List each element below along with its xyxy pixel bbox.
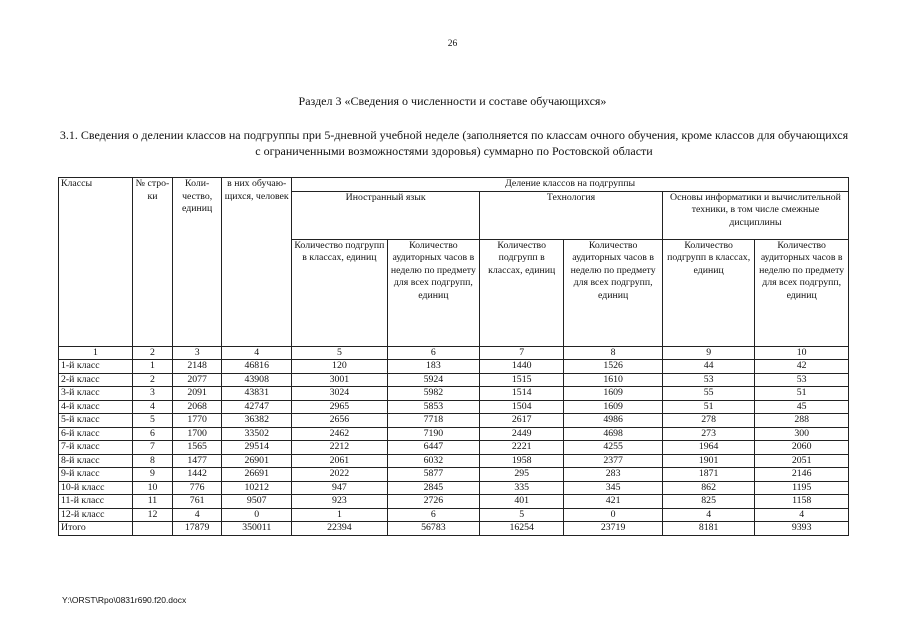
table-cell: 1515 [480,373,564,387]
header-technology-hours: Количество аудиторных часов в неделю по предмету для всех подгрупп, единиц [564,239,663,346]
table-row [59,508,849,522]
table-cell: 1610 [564,373,663,387]
table-cell: 825 [662,495,754,509]
table-cell: 6447 [387,441,479,455]
table-body [59,360,849,536]
table-cell: 776 [173,481,222,495]
column-number: 1 [59,346,133,360]
row-label: Итого [59,522,133,536]
header-technology-subgroups: Количество подгрупп в классах, единиц [480,239,564,346]
table-cell [132,522,172,536]
header-informatics-hours: Количество аудиторных часов в неделю по предмету для всех подгрупп, единиц [755,239,849,346]
table-row [59,387,849,401]
table-cell: 1770 [173,414,222,428]
row-label: 11-й класс [59,495,133,509]
table-cell: 3024 [292,387,388,401]
table-cell: 761 [173,495,222,509]
table-cell: 51 [755,387,849,401]
column-number: 2 [132,346,172,360]
row-label: 8-й класс [59,454,133,468]
table-cell: 33502 [222,427,292,441]
table-cell: 45 [755,400,849,414]
table-cell: 6032 [387,454,479,468]
header-row-no: № стро-ки [132,178,172,347]
table-cell: 2462 [292,427,388,441]
table-cell: 4 [755,508,849,522]
header-technology: Технология [480,191,663,239]
header-count: Коли-чество, единиц [173,178,222,347]
table-cell: 295 [480,468,564,482]
subgroups-table [58,177,849,536]
row-label: 12-й класс [59,508,133,522]
table-cell: 43908 [222,373,292,387]
table-cell: 44 [662,360,754,374]
column-number: 7 [480,346,564,360]
table-row [59,373,849,387]
table-cell: 22394 [292,522,388,536]
table-cell: 2022 [292,468,388,482]
table-cell: 300 [755,427,849,441]
table-cell: 2656 [292,414,388,428]
table-cell: 2449 [480,427,564,441]
table-cell: 1700 [173,427,222,441]
row-label: 1-й класс [59,360,133,374]
table-cell: 4255 [564,441,663,455]
table-cell: 53 [662,373,754,387]
table-cell: 2965 [292,400,388,414]
table-cell: 23719 [564,522,663,536]
header-informatics: Основы информатики и вычислительной техники, в том числе смежные дисциплины [662,191,848,239]
column-number: 8 [564,346,663,360]
table-cell: 1901 [662,454,754,468]
table-cell: 7 [132,441,172,455]
table-cell: 1526 [564,360,663,374]
table-cell: 11 [132,495,172,509]
table-cell: 4986 [564,414,663,428]
table-cell: 16254 [480,522,564,536]
column-number: 9 [662,346,754,360]
table-cell: 1440 [480,360,564,374]
table-cell: 273 [662,427,754,441]
table-cell: 1964 [662,441,754,455]
table-cell: 1 [292,508,388,522]
table-cell: 5982 [387,387,479,401]
header-foreign-subgroups: Количество подгрупп в классах, единиц [292,239,388,346]
table-cell: 4698 [564,427,663,441]
column-number: 10 [755,346,849,360]
header-classes: Классы [59,178,133,347]
table-row [59,481,849,495]
row-label: 10-й класс [59,481,133,495]
row-label: 3-й класс [59,387,133,401]
table-cell: 55 [662,387,754,401]
header-division: Деление классов на подгруппы [292,178,849,192]
table-cell: 42747 [222,400,292,414]
table-cell: 5877 [387,468,479,482]
column-number: 4 [222,346,292,360]
subsection-title: 3.1. Сведения о делении классов на подгруппы при 5-дневной учебной неделе (заполняется по классам очного обучения, кроме классов для обучающихся с ограниченными возможностями здоровья) суммарно по Ростовской области [59,128,849,158]
table-cell: 10 [132,481,172,495]
table-cell: 345 [564,481,663,495]
table-cell: 2212 [292,441,388,455]
row-label: 4-й класс [59,400,133,414]
table-cell: 350011 [222,522,292,536]
table-cell: 51 [662,400,754,414]
table-cell: 43831 [222,387,292,401]
header-foreign-language: Иностранный язык [292,191,480,239]
column-number: 6 [387,346,479,360]
table-cell: 283 [564,468,663,482]
table-cell: 1477 [173,454,222,468]
table-cell: 947 [292,481,388,495]
row-label: 2-й класс [59,373,133,387]
table-cell: 36382 [222,414,292,428]
table-cell: 5 [132,414,172,428]
table-cell: 2061 [292,454,388,468]
footer-file-path: Y:\ORST\Rpo\0831r690.f20.docx [62,595,187,605]
table-cell: 1609 [564,400,663,414]
table-cell: 1195 [755,481,849,495]
table-cell: 862 [662,481,754,495]
table-row [59,495,849,509]
table-cell: 2060 [755,441,849,455]
table-cell: 2377 [564,454,663,468]
table-cell: 1514 [480,387,564,401]
table-cell: 17879 [173,522,222,536]
table-cell: 9 [132,468,172,482]
table-cell: 1504 [480,400,564,414]
table-cell: 5924 [387,373,479,387]
table-cell: 1871 [662,468,754,482]
table-cell: 421 [564,495,663,509]
table-cell: 9507 [222,495,292,509]
table-cell: 3001 [292,373,388,387]
table-cell: 2068 [173,400,222,414]
table-cell: 2726 [387,495,479,509]
table-cell: 56783 [387,522,479,536]
table-cell: 1158 [755,495,849,509]
table-cell: 46816 [222,360,292,374]
table-cell: 8181 [662,522,754,536]
table-cell: 42 [755,360,849,374]
table-cell: 4 [173,508,222,522]
table-cell: 9393 [755,522,849,536]
table-cell: 278 [662,414,754,428]
table-cell: 2051 [755,454,849,468]
table-cell: 1565 [173,441,222,455]
table-row [59,414,849,428]
row-label: 9-й класс [59,468,133,482]
table-cell: 3 [132,387,172,401]
table-cell: 10212 [222,481,292,495]
table-cell: 8 [132,454,172,468]
table-cell: 0 [564,508,663,522]
table-cell: 4 [662,508,754,522]
table-cell: 29514 [222,441,292,455]
table-cell: 26901 [222,454,292,468]
row-label: 7-й класс [59,441,133,455]
table-cell: 2617 [480,414,564,428]
table-cell: 4 [132,400,172,414]
table-cell: 0 [222,508,292,522]
row-label: 5-й класс [59,414,133,428]
table-cell: 2146 [755,468,849,482]
table-row [59,360,849,374]
table-cell: 183 [387,360,479,374]
section-title: Раздел 3 «Сведения о численности и составе обучающихся» [298,94,607,108]
table-cell: 7190 [387,427,479,441]
table-row [59,454,849,468]
table-cell: 5853 [387,400,479,414]
table-row [59,400,849,414]
column-number: 5 [292,346,388,360]
table-cell: 2091 [173,387,222,401]
table-row [59,468,849,482]
table-cell: 12 [132,508,172,522]
table-row [59,441,849,455]
header-foreign-hours: Количество аудиторных часов в неделю по предмету для всех подгрупп, единиц [387,239,479,346]
table-cell: 1442 [173,468,222,482]
table-cell: 7718 [387,414,479,428]
table-cell: 2148 [173,360,222,374]
table-cell: 2077 [173,373,222,387]
table-cell: 923 [292,495,388,509]
row-label: 6-й класс [59,427,133,441]
table-cell: 2221 [480,441,564,455]
table-cell: 401 [480,495,564,509]
table-cell: 6 [387,508,479,522]
table-cell: 53 [755,373,849,387]
table-cell: 120 [292,360,388,374]
column-number: 3 [173,346,222,360]
table-cell: 2 [132,373,172,387]
table-cell: 1 [132,360,172,374]
table-cell: 5 [480,508,564,522]
table-row [59,427,849,441]
table-cell: 6 [132,427,172,441]
table-cell: 1958 [480,454,564,468]
table-cell: 288 [755,414,849,428]
header-informatics-subgroups: Количество подгрупп в классах, единиц [662,239,754,346]
table-cell: 1609 [564,387,663,401]
page-number: 26 [447,39,458,49]
table-cell: 2845 [387,481,479,495]
header-students: в них обучаю-щихся, человек [222,178,292,347]
table-cell: 335 [480,481,564,495]
table-cell: 26691 [222,468,292,482]
table-row [59,522,849,536]
